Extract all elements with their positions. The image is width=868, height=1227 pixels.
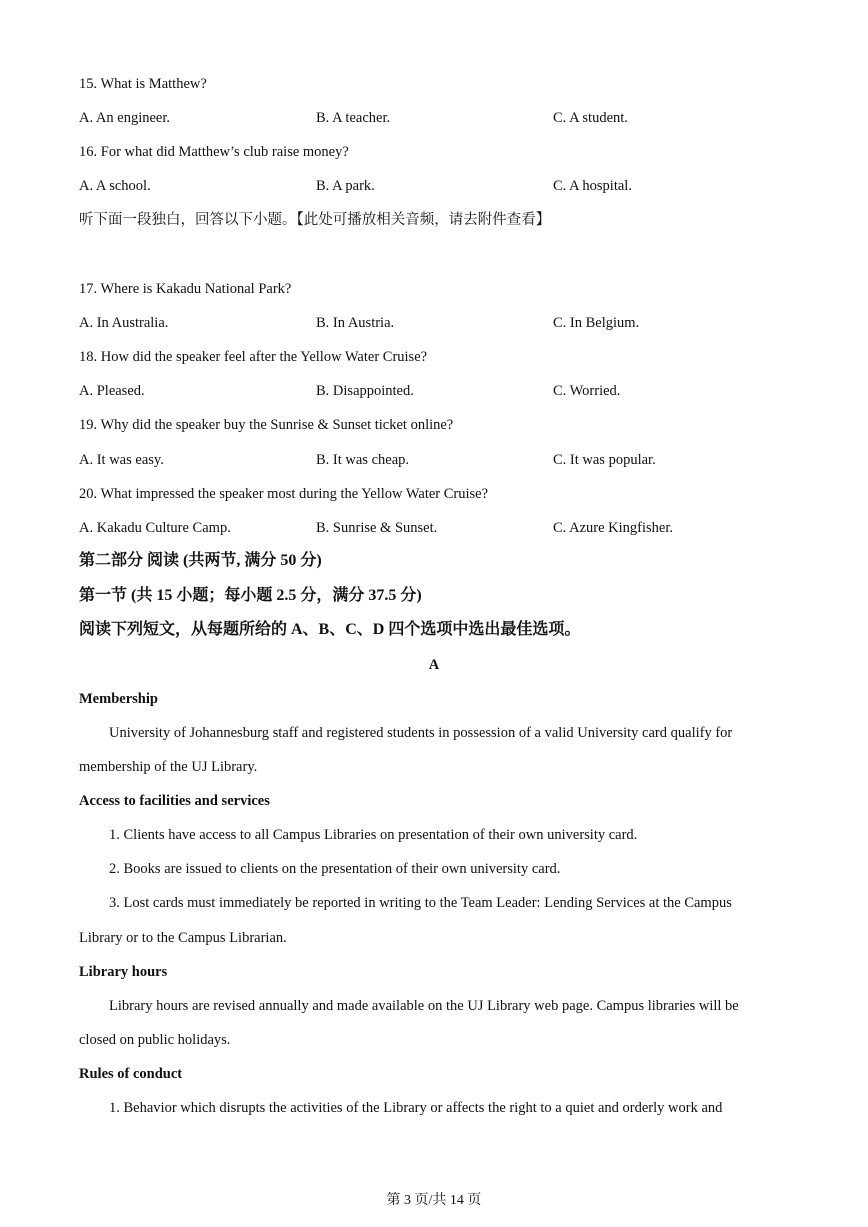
question-17: 17. Where is Kakadu National Park?: [79, 281, 292, 297]
hours-text-line-2: closed on public holidays.: [79, 1032, 231, 1048]
q20-option-a: A. Kakadu Culture Camp.: [79, 520, 231, 536]
q18-option-a: A. Pleased.: [79, 383, 145, 399]
membership-text-line-2: membership of the UJ Library.: [79, 759, 258, 775]
q16-option-a: A. A school.: [79, 178, 151, 194]
access-item-2: 2. Books are issued to clients on the presentation of their own university card.: [109, 861, 561, 877]
q19-option-a: A. It was easy.: [79, 452, 164, 468]
q18-option-c: C. Worried.: [553, 383, 621, 399]
q16-option-b: B. A park.: [316, 178, 375, 194]
q17-option-c: C. In Belgium.: [553, 315, 640, 331]
question-20: 20. What impressed the speaker most during the Yellow Water Cruise?: [79, 486, 489, 502]
q15-option-a: A. An engineer.: [79, 110, 171, 126]
q19-option-c: C. It was popular.: [553, 452, 656, 468]
q15-option-c: C. A student.: [553, 110, 628, 126]
q17-option-b: B. In Austria.: [316, 315, 395, 331]
access-item-3-line-1: 3. Lost cards must immediately be reported in writing to the Team Leader: Lending Services at the Campus: [109, 895, 732, 911]
q20-option-c: C. Azure Kingfisher.: [553, 520, 674, 536]
reading-part-title: 第二部分 阅读 (共两节, 满分 50 分): [79, 552, 322, 569]
q18-option-b: B. Disappointed.: [316, 383, 414, 399]
access-heading: Access to facilities and services: [79, 793, 270, 809]
membership-text-line-1: University of Johannesburg staff and registered students in possession of a valid University card qualify for: [109, 725, 733, 741]
question-18: 18. How did the speaker feel after the Yellow Water Cruise?: [79, 349, 428, 365]
reading-section-title: 第一节 (共 15 小题；每小题 2.5 分，满分 37.5 分): [79, 587, 422, 604]
q16-option-c: C. A hospital.: [553, 178, 632, 194]
conduct-heading: Rules of conduct: [79, 1066, 183, 1082]
question-19: 19. Why did the speaker buy the Sunrise & Sunset ticket online?: [79, 417, 454, 433]
q19-option-b: B. It was cheap.: [316, 452, 410, 468]
hours-heading: Library hours: [79, 964, 168, 980]
conduct-item-1-line-1: 1. Behavior which disrupts the activities of the Library or affects the right to a quiet and orderly work and: [109, 1100, 723, 1116]
monologue-instruction: 听下面一段独白，回答以下小题。【此处可播放相关音频，请去附件查看】: [79, 212, 551, 228]
hours-text-line-1: Library hours are revised annually and made available on the UJ Library web page. Campus libraries will be: [109, 998, 739, 1014]
access-item-1: 1. Clients have access to all Campus Libraries on presentation of their own university card.: [109, 827, 638, 843]
access-item-3-line-2: Library or to the Campus Librarian.: [79, 930, 287, 946]
q15-option-b: B. A teacher.: [316, 110, 391, 126]
reading-instruction: 阅读下列短文，从每题所给的 A、B、C、D 四个选项中选出最佳选项。: [79, 621, 581, 638]
question-15: 15. What is Matthew?: [79, 76, 207, 92]
q20-option-b: B. Sunrise & Sunset.: [316, 520, 438, 536]
passage-label: A: [428, 657, 440, 673]
membership-heading: Membership: [79, 691, 158, 707]
question-16: 16. For what did Matthew’s club raise money?: [79, 144, 349, 160]
page-number: 第 3 页/共 14 页: [386, 1193, 482, 1208]
q17-option-a: A. In Australia.: [79, 315, 169, 331]
